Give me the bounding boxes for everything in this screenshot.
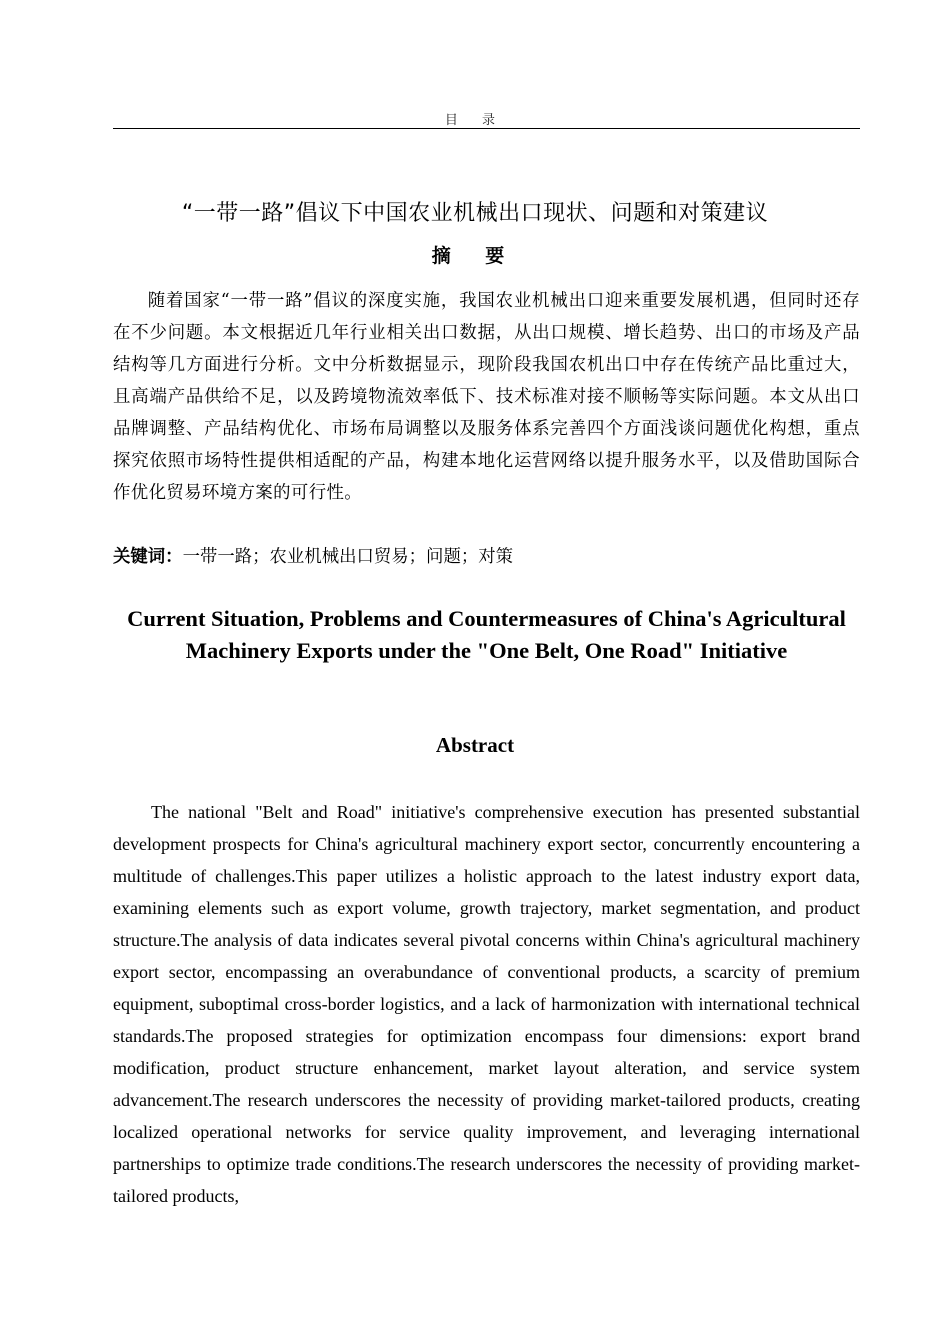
chinese-abstract-heading: 摘 要 bbox=[431, 245, 519, 267]
chinese-title: “一带一路”倡议下中国农业机械出口现状、问题和对策建议 bbox=[181, 201, 769, 226]
english-title: Current Situation, Problems and Countermeasures of China's Agricultural Machinery Exports under the "One Belt, One Road" Initiative bbox=[127, 606, 846, 663]
english-abstract-heading: Abstract bbox=[435, 733, 515, 757]
chinese-abstract-body: 随着国家“一带一路”倡议的深度实施，我国农业机械出口迎来重要发展机遇，但同时还存在不少问题。本文根据近几年行业相关出口数据，从出口规模、增长趋势、出口的市场及产品结构等几方面进行分析。文中分析数据显示，现阶段我国农机出口中存在传统产品比重过大，且高端产品供给不足，以及跨境物流效率低下、技术标准对接不顺畅等实际问题。本文从出口品牌调整、产品结构优化、市场布局调整以及服务体系完善四个方面浅谈问题优化构想，重点探究依照市场特性提供相适配的产品，构建本地化运营网络以提升服务水平，以及借助国际合作优化贸易环境方案的可行性。 bbox=[113, 291, 860, 503]
keywords-label: 关键词： bbox=[113, 547, 183, 567]
keywords-line bbox=[113, 541, 860, 573]
running-header: 目 录 bbox=[444, 113, 506, 128]
english-abstract-body: The national "Belt and Road" initiative's comprehensive execution has presented substantial development prospects for China's agricultural machinery export sector, concurrently encountering a multitude of challenges.This paper utilizes a holistic approach to the latest industry export data, examining elements such as export volume, growth trajectory, market segmentation, and product structure.The analysis of data indicates several pivotal concerns within China's agricultural machinery export sector, encompassing an overabundance of conventional products, a scarcity of premium equipment, suboptimal cross-border logistics, and a lack of harmonization with international technical standards.The proposed strategies for optimization encompass four dimensions: export brand modification, product structure enhancement, market layout alteration, and service system advancement.The research underscores the necessity of providing market-tailored products, creating localized operational networks for service quality improvement, and leveraging international partnerships to optimize trade conditions.The research underscores the necessity of providing market-tailored products, bbox=[113, 802, 860, 1206]
keywords-text: 一带一路；农业机械出口贸易；问题；对策 bbox=[182, 547, 514, 567]
header-rule bbox=[113, 128, 860, 129]
